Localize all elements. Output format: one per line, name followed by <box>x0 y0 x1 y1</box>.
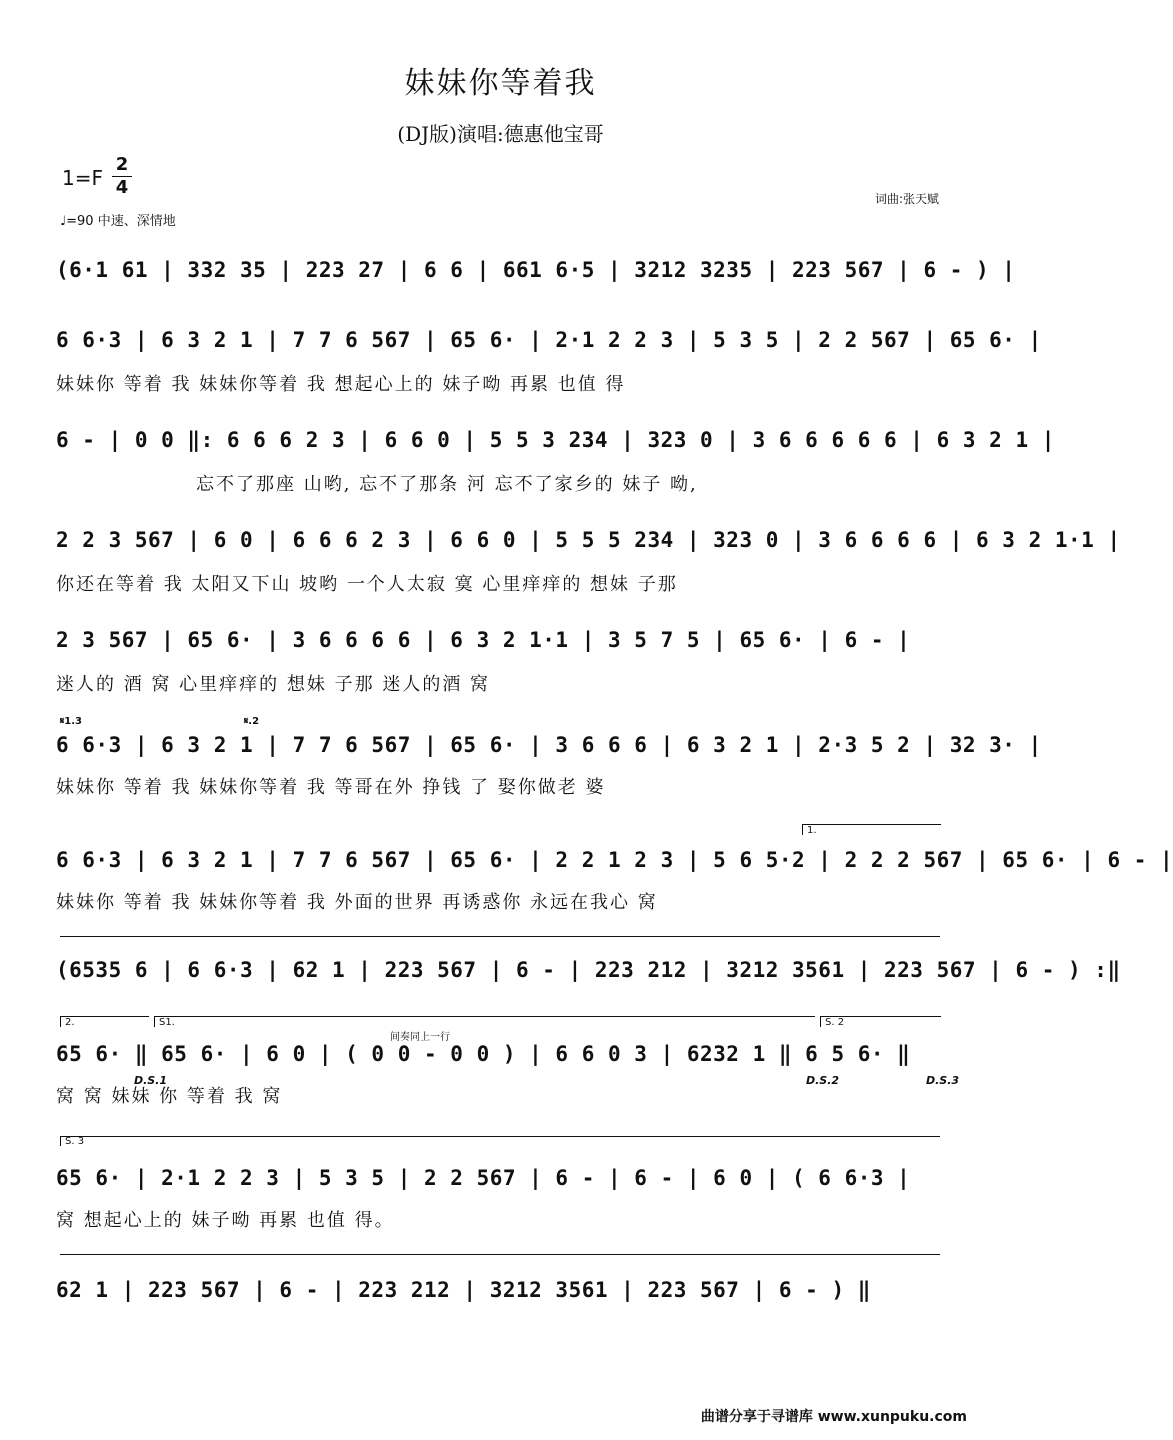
song-subtitle: (DJ版)演唱:德惠他宝哥 <box>397 122 604 146</box>
notes-line-11: 62 1 | 223 567 | 6 - | 223 212 | 3212 3561 | 223 567 | 6 - ) ‖ <box>56 1278 871 1302</box>
notes-line-7: 6 6·3 | 6 3 2 1 | 7 7 6 567 | 65 6· | 2 2 1 2 3 | 5 6 5·2 | 2 2 2 567 | 65 6· | 6 - | <box>56 848 1173 872</box>
segno-mark-1: 𝄋1.3 <box>60 716 83 727</box>
notes-line-4: 2 2 3 567 | 6 0 | 6 6 6 2 3 | 6 6 0 | 5 5 5 234 | 323 0 | 3 6 6 6 6 | 6 3 2 1·1 | <box>56 528 1121 552</box>
lyrics-line-5: 迷人的 酒 窝 心里痒痒的 想妹 子那 迷人的酒 窝 <box>56 674 491 695</box>
ending-1-bracket <box>802 824 941 835</box>
s3-bracket <box>60 1136 101 1146</box>
tempo-marking: ♩=90 中速、深情地 <box>60 214 176 229</box>
notes-line-2: 6 6·3 | 6 3 2 1 | 7 7 6 567 | 65 6· | 2·1 2 2 3 | 5 3 5 | 2 2 567 | 65 6· | <box>56 328 1042 352</box>
song-title: 妹妹你等着我 <box>404 66 597 101</box>
meter-top: 2 <box>112 154 132 177</box>
lyrics-line-6: 妹妹你 等着 我 妹妹你等着 我 等哥在外 挣钱 了 娶你做老 婆 <box>56 777 606 798</box>
lyrics-line-2: 妹妹你 等着 我 妹妹你等着 我 想起心上的 妹子呦 再累 也值 得 <box>56 374 626 395</box>
s2-bracket <box>820 1016 941 1027</box>
notes-line-5: 2 3 567 | 65 6· | 3 6 6 6 6 | 6 3 2 1·1 | 3 5 7 5 | 65 6· | 6 - | <box>56 628 911 652</box>
s3-label: S. 3 <box>65 1136 85 1147</box>
meter-bottom: 4 <box>115 177 129 198</box>
lyrics-line-7: 妹妹你 等着 我 妹妹你等着 我 外面的世界 再诱惑你 永远在我心 窝 <box>56 892 658 913</box>
notes-line-9: 65 6· ‖ 65 6· | 6 0 | ( 0 0 - 0 0 ) | 6 6 0 3 | 6232 1 ‖ 6 5 6· ‖ <box>56 1042 911 1066</box>
lyrics-line-10: 窝 想起心上的 妹子呦 再累 也值 得。 <box>56 1210 395 1231</box>
ending-1-label: 1. <box>807 825 817 836</box>
system-rule-2 <box>60 1136 940 1137</box>
key-signature: 1=F <box>62 166 103 190</box>
notes-line-10: 65 6· | 2·1 2 2 3 | 5 3 5 | 2 2 567 | 6 - | 6 - | 6 0 | ( 6 6·3 | <box>56 1166 911 1190</box>
s1-label: S1. <box>159 1017 175 1028</box>
system-rule-1 <box>60 936 940 937</box>
ds3-mark: D.S.3 <box>926 1074 960 1087</box>
time-signature <box>112 154 132 199</box>
notes-line-8: (6535 6 | 6 6·3 | 62 1 | 223 567 | 6 - | 223 212 | 3212 3561 | 223 567 | 6 - ) :‖ <box>56 958 1121 982</box>
lyrics-line-9: 窝 窝 妹妹 你 等着 我 窝 <box>56 1086 283 1107</box>
s1-bracket <box>154 1016 815 1027</box>
system-rule-3 <box>60 1254 940 1255</box>
segno-mark-2: 𝄋.2 <box>244 716 260 727</box>
credits: 词曲:张天赋 <box>874 192 939 206</box>
s2-label: S. 2 <box>825 1017 845 1028</box>
interlude-note: 间奏同上一行 <box>390 1032 450 1043</box>
ending-2-label: 2. <box>65 1017 75 1028</box>
ending-2-bracket <box>60 1016 149 1027</box>
notes-line-1: (6·1 61 | 332 35 | 223 27 | 6 6 | 661 6·5 | 3212 3235 | 223 567 | 6 - ) | <box>56 258 1016 282</box>
lyrics-line-3: 忘不了那座 山哟, 忘不了那条 河 忘不了家乡的 妹子 呦, <box>196 474 698 495</box>
footer-credit: 曲谱分享于寻谱库 www.xunpuku.com <box>700 1409 967 1425</box>
ds2-mark: D.S.2 <box>806 1074 840 1087</box>
notes-line-3: 6 - | 0 0 ‖: 6 6 6 2 3 | 6 6 0 | 5 5 3 234 | 323 0 | 3 6 6 6 6 6 | 6 3 2 1 | <box>56 428 1055 452</box>
lyrics-line-4: 你还在等着 我 太阳又下山 坡哟 一个人太寂 寞 心里痒痒的 想妹 子那 <box>56 574 678 595</box>
ds1-mark: D.S.1 <box>134 1074 168 1087</box>
notes-line-6: 6 6·3 | 6 3 2 1 | 7 7 6 567 | 65 6· | 3 6 6 6 | 6 3 2 1 | 2·3 5 2 | 32 3· | <box>56 733 1042 757</box>
